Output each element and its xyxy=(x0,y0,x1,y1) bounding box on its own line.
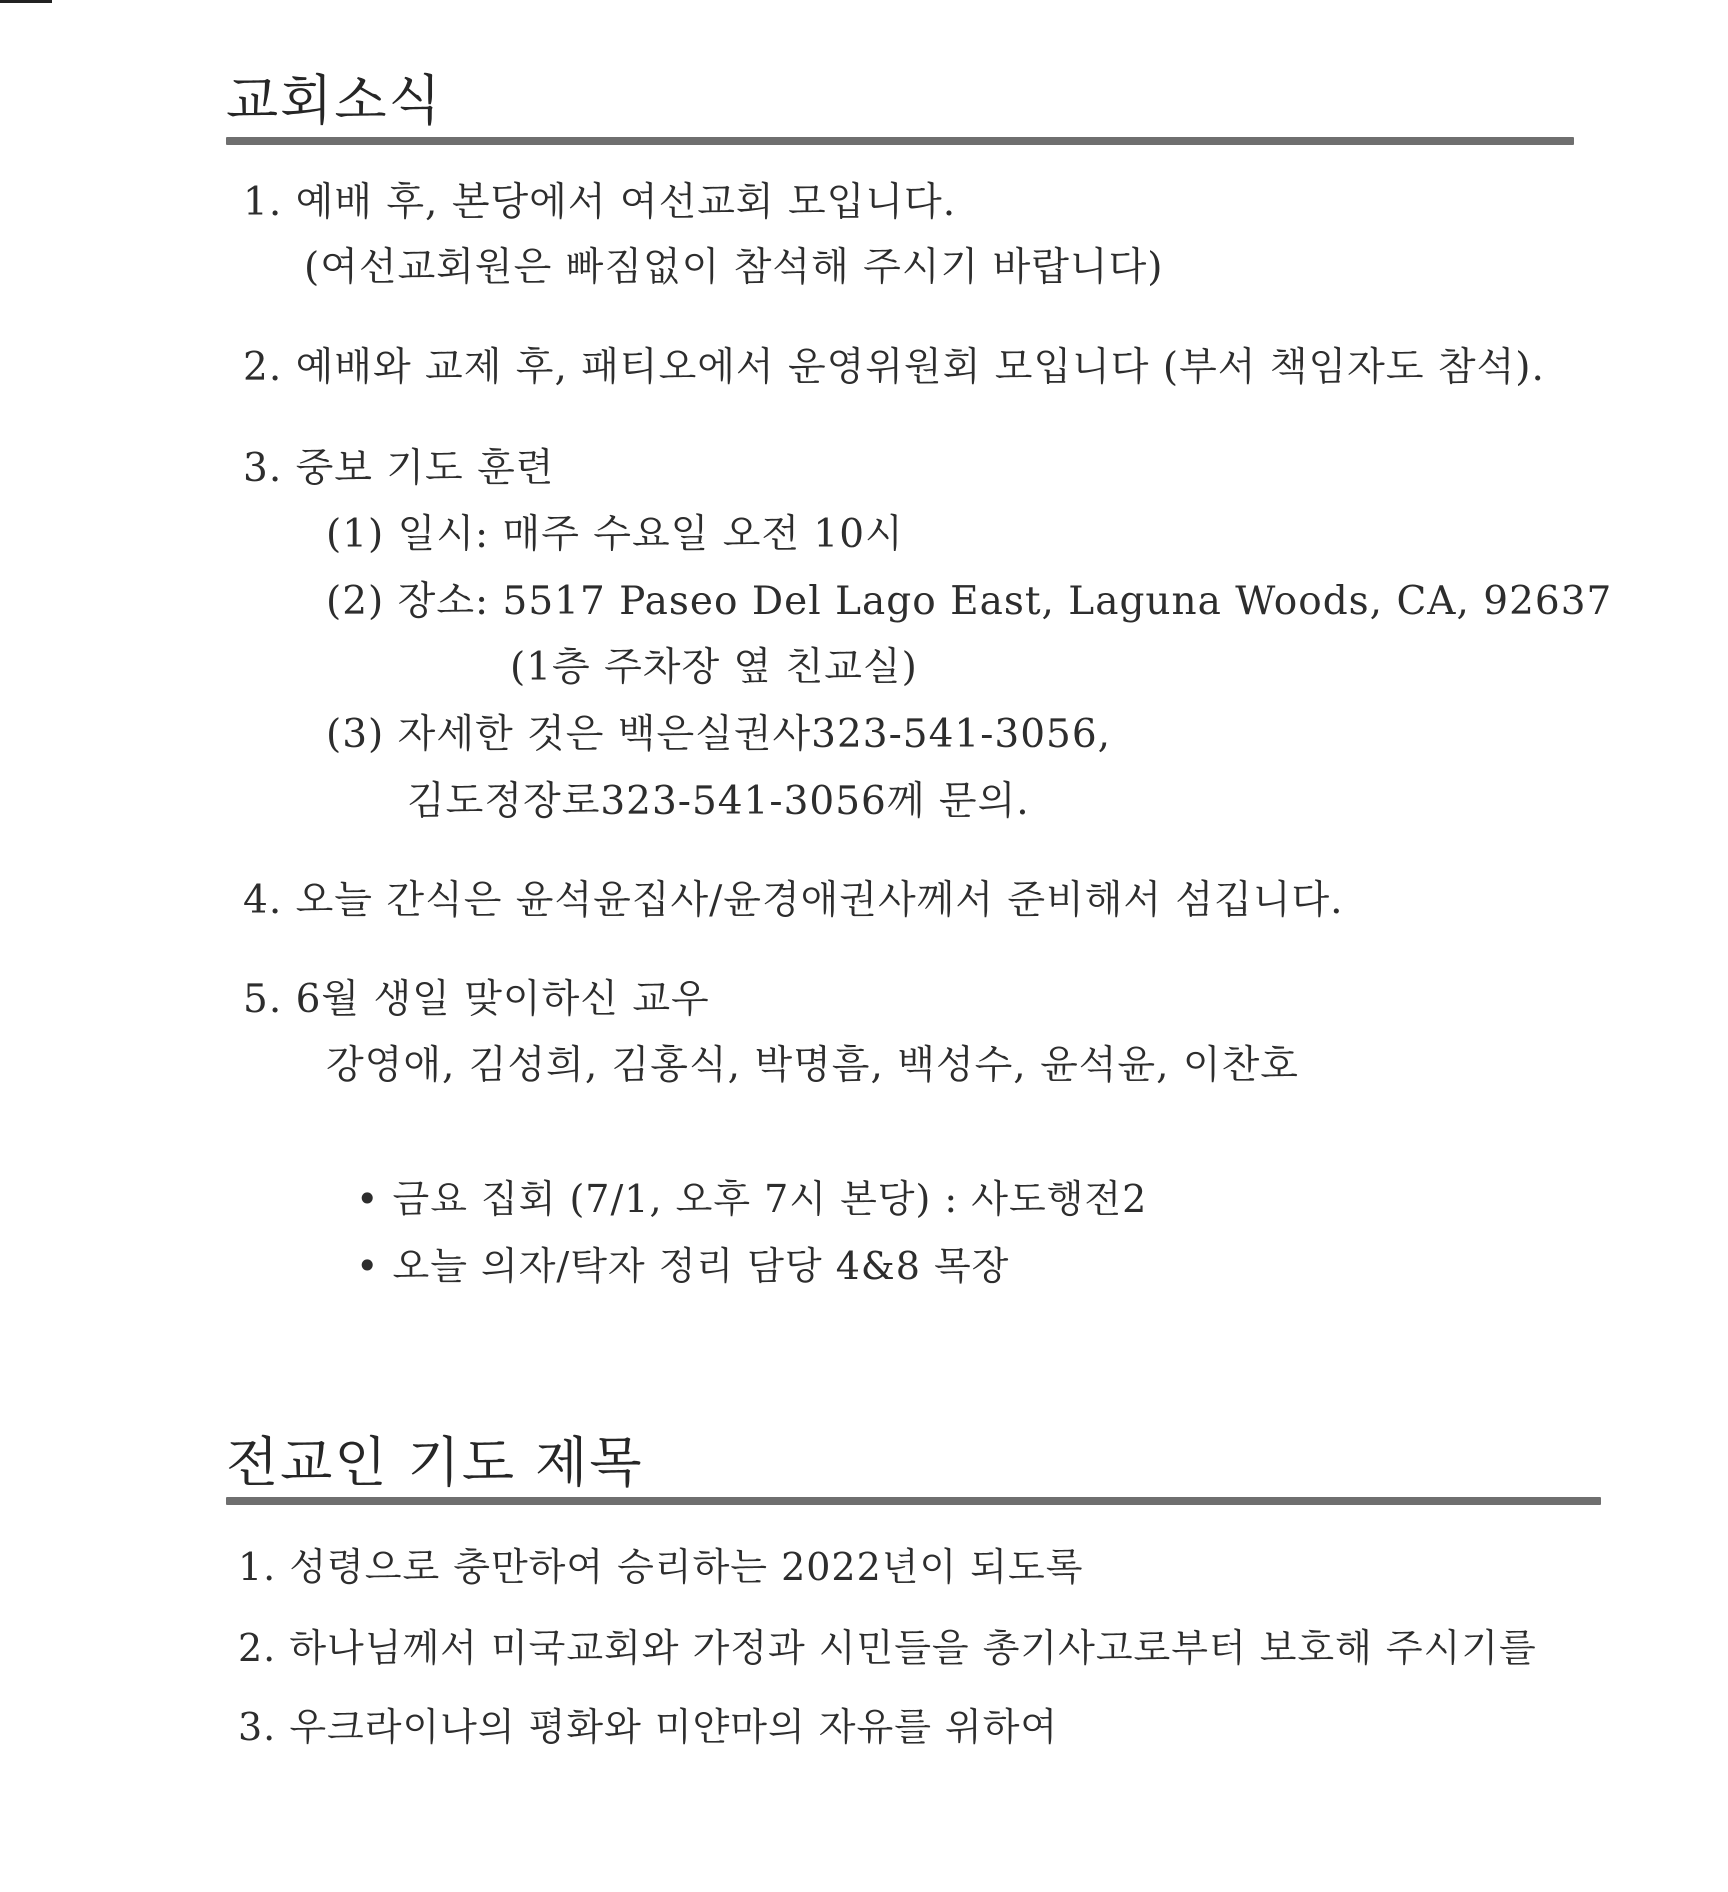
announcements-title-rule xyxy=(226,137,1574,145)
announcement-line: (1) 일시: 매주 수요일 오전 10시 xyxy=(326,512,904,557)
announcement-line: 2. 예배와 교제 후, 패티오에서 운영위원회 모입니다 (부서 책임자도 참석). xyxy=(243,345,1545,390)
announcement-line: (1층 주차장 옆 친교실) xyxy=(510,645,918,690)
prayer-title: 전교인 기도 제목 xyxy=(226,1431,644,1494)
announcement-bullet: • 오늘 의자/탁자 정리 담당 4&8 목장 xyxy=(356,1244,1010,1288)
announcement-line: 김도정장로323-541-3056께 문의. xyxy=(407,779,1030,824)
announcement-line: 강영애, 김성희, 김홍식, 박명흠, 백성수, 윤석윤, 이찬호 xyxy=(326,1043,1299,1088)
announcement-line: 1. 예배 후, 본당에서 여선교회 모입니다. xyxy=(243,180,957,225)
prayer-item: 1. 성령으로 충만하여 승리하는 2022년이 되도록 xyxy=(238,1545,1084,1589)
announcement-bullet: • 금요 집회 (7/1, 오후 7시 본당) : 사도행전2 xyxy=(356,1177,1148,1221)
prayer-title-rule xyxy=(226,1497,1601,1505)
announcement-line: 3. 중보 기도 훈련 xyxy=(243,446,555,491)
announcement-line: 4. 오늘 간식은 윤석윤집사/윤경애권사께서 준비해서 섬깁니다. xyxy=(243,878,1344,923)
announcement-line: (3) 자세한 것은 백은실권사323-541-3056, xyxy=(326,712,1112,757)
announcement-line: (2) 장소: 5517 Paseo Del Lago East, Laguna Woods, CA, 92637 xyxy=(326,579,1613,624)
prayer-item: 3. 우크라이나의 평화와 미얀마의 자유를 위하여 xyxy=(238,1705,1059,1749)
announcement-line: (여선교회원은 빠짐없이 참석해 주시기 바랍니다) xyxy=(304,245,1164,290)
announcements-title: 교회소식 xyxy=(226,69,443,132)
announcement-line: 5. 6월 생일 맞이하신 교우 xyxy=(243,977,710,1022)
scan-corner-mark xyxy=(0,0,52,3)
prayer-item: 2. 하나님께서 미국교회와 가정과 시민들을 총기사고로부터 보호해 주시기를 xyxy=(238,1626,1537,1670)
